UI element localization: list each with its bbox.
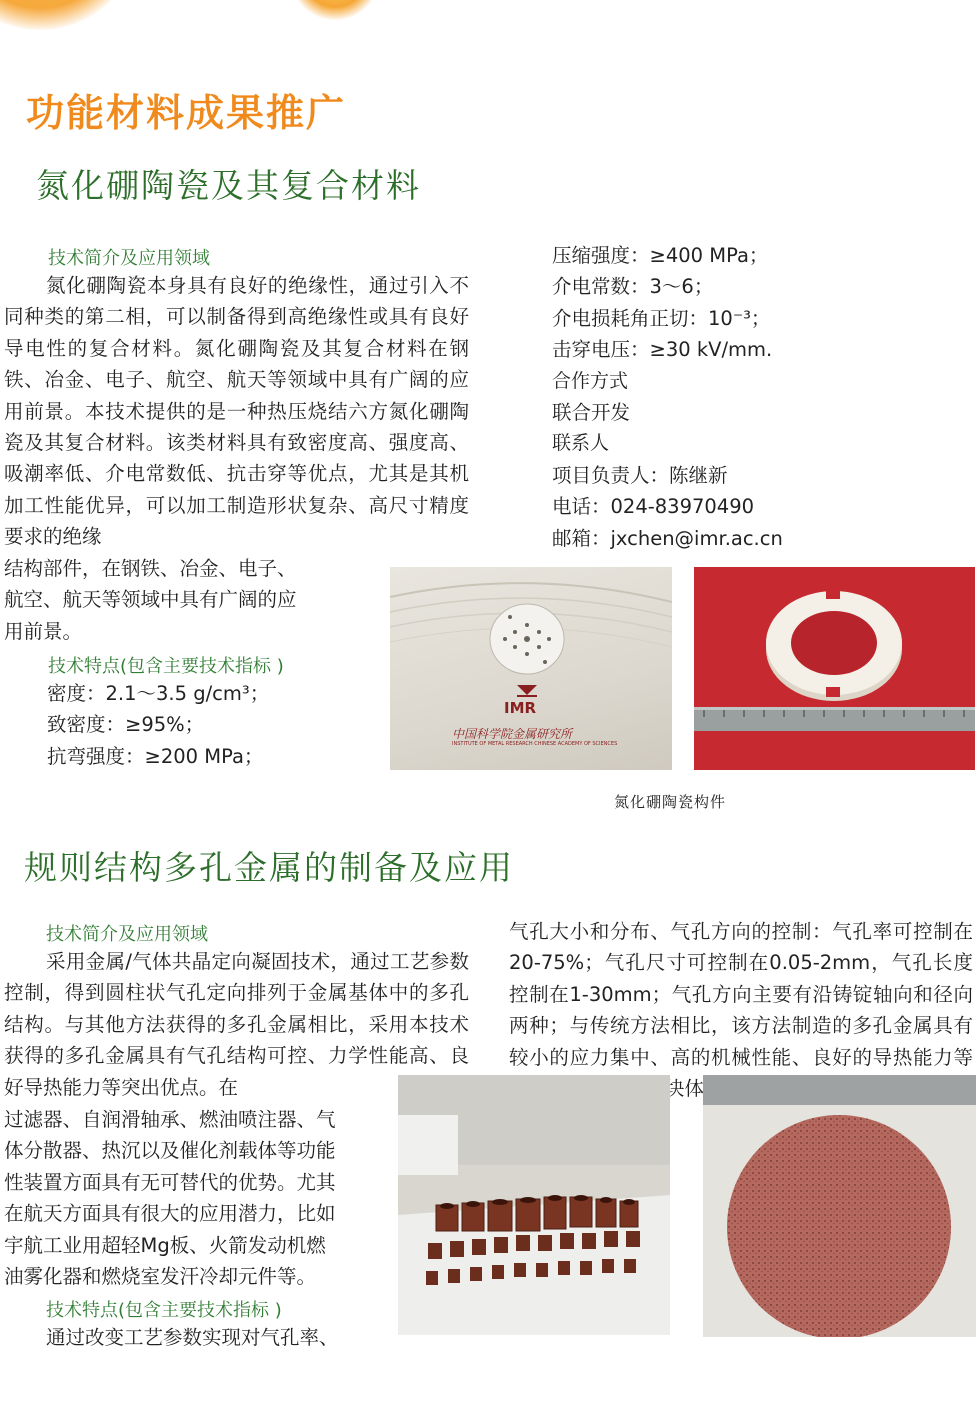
- imr-org-name: 中国科学院金属研究所: [452, 727, 573, 741]
- porous-disc-illustration: [703, 1075, 976, 1337]
- section1-specs-right: [552, 240, 783, 554]
- bn-ring-illustration: [694, 567, 975, 770]
- text-line: 在航天方面具有很大的应用潜力，比如: [4, 1202, 336, 1226]
- section1-intro-heading: 技术简介及应用领域: [48, 248, 210, 269]
- text-line: 性装置方面具有无可替代的优势。尤其: [4, 1170, 336, 1194]
- text-line: 航空、航天等领域中具有广阔的应: [4, 588, 297, 612]
- contact-person: 项目负责人：陈继新: [552, 463, 728, 487]
- spec-density: 密度：2.1～3.5 g/cm³；: [47, 682, 270, 705]
- section2-features-heading: 技术特点(包含主要技术指标 ): [46, 1300, 282, 1321]
- section1-specs-left: [47, 678, 269, 772]
- porous-metal-disc-photo: [703, 1075, 976, 1337]
- text-line: 过滤器、自润滑轴承、燃油喷注器、气: [4, 1108, 336, 1131]
- porous-metal-parts-photo: [398, 1075, 670, 1335]
- imr-org-name-en: INSTITUTE OF METAL RESEARCH CHINESE ACADEMY OF SCIENCES: [452, 741, 618, 747]
- decor-orange-blob-left: [0, 0, 140, 30]
- spec-breakdown-voltage: 击穿电压：≥30 kV/mm.: [552, 338, 773, 362]
- section1-title: 氮化硼陶瓷及其复合材料: [36, 166, 421, 205]
- text-line: 宇航工业用超轻Mg板、火箭发动机燃: [4, 1233, 326, 1257]
- spec-flexural-strength: 抗弯强度：≥200 MPa；: [47, 744, 264, 768]
- section2-features-start: 通过改变工艺参数实现对气孔率、: [46, 1326, 339, 1349]
- section1-intro-text: 氮化硼陶瓷本身具有良好的绝缘性，通过引入不同种类的第二相，可以制备得到高绝缘性或具有良好导电性的复合材料。氮化硼陶瓷及其复合材料在钢铁、冶金、电子、航空、航天等领域中具有广阔的应用前景。本技术提供的是一种热压烧结六方氮化硼陶瓷及其复合材料。该类材料具有致密度高、强度高、吸潮率低、介电常数低、抗击穿等优点，尤其是其机加工性能优异，可以加工制造形状复杂、高尺寸精度要求的绝缘: [4, 274, 469, 549]
- contact-email: 邮箱：jxchen@imr.ac.cn: [552, 526, 783, 550]
- text-line: 体分散器、热沉以及催化剂载体等功能: [4, 1139, 336, 1163]
- coop-heading: 合作方式: [552, 369, 629, 392]
- decor-orange-blob-right: [290, 0, 380, 20]
- section1-features-heading: 技术特点(包含主要技术指标 ): [48, 656, 284, 677]
- section2-intro-heading: 技术简介及应用领域: [46, 924, 208, 945]
- spec-relative-density: 致密度：≥95%；: [47, 713, 205, 737]
- figure-caption: 氮化硼陶瓷构件: [614, 793, 727, 811]
- spec-compressive-strength: 压缩强度：≥400 MPa；: [552, 244, 769, 267]
- contact-heading: 联系人: [552, 432, 610, 455]
- section2-title: 规则结构多孔金属的制备及应用: [24, 848, 514, 887]
- section2-intro-narrow: [4, 1104, 336, 1292]
- section2-features-text: 气孔大小和分布、气孔方向的控制：气孔率可控制在20-75%；气孔尺寸可控制在0.05-2mm，气孔长度控制在1-30mm；气孔方向主要有沿铸锭轴向和径向两种；与传统方法相比，该方法制造的多孔金属具有较小的应力集中、高的机械性能、良好的导热能力等 相同块体金: [509, 920, 973, 1101]
- porous-parts-illustration: [398, 1075, 670, 1335]
- spec-dielectric-constant: 介电常数：3～6；: [552, 275, 714, 299]
- contact-phone: 电话：024-83970490: [552, 495, 755, 519]
- bn-disk-photo: [390, 567, 672, 770]
- text-line: 油雾化器和燃烧室发汗冷却元件等。: [4, 1265, 317, 1289]
- section2-intro-text: 采用金属/气体共晶定向凝固技术，通过工艺参数控制，得到圆柱状气孔定向排列于金属基体中的多孔结构。与其他方法获得的多孔金属相比，采用本技术获得的多孔金属具有气孔结构可控、力学性能高、良好导热能力等突出优点。在: [4, 950, 469, 1099]
- coop-text: 联合开发: [552, 401, 631, 425]
- page-title: 功能材料成果推广: [26, 91, 347, 135]
- imr-logo-text: IMR: [504, 699, 537, 717]
- spec-dielectric-loss: 介电损耗角正切：10⁻³；: [552, 306, 771, 330]
- section1-intro-narrow: [4, 553, 297, 647]
- text-line: 用前景。: [4, 619, 83, 643]
- text-line: 结构部件，在钢铁、冶金、电子、: [4, 557, 297, 580]
- bn-ring-photo: [694, 567, 975, 770]
